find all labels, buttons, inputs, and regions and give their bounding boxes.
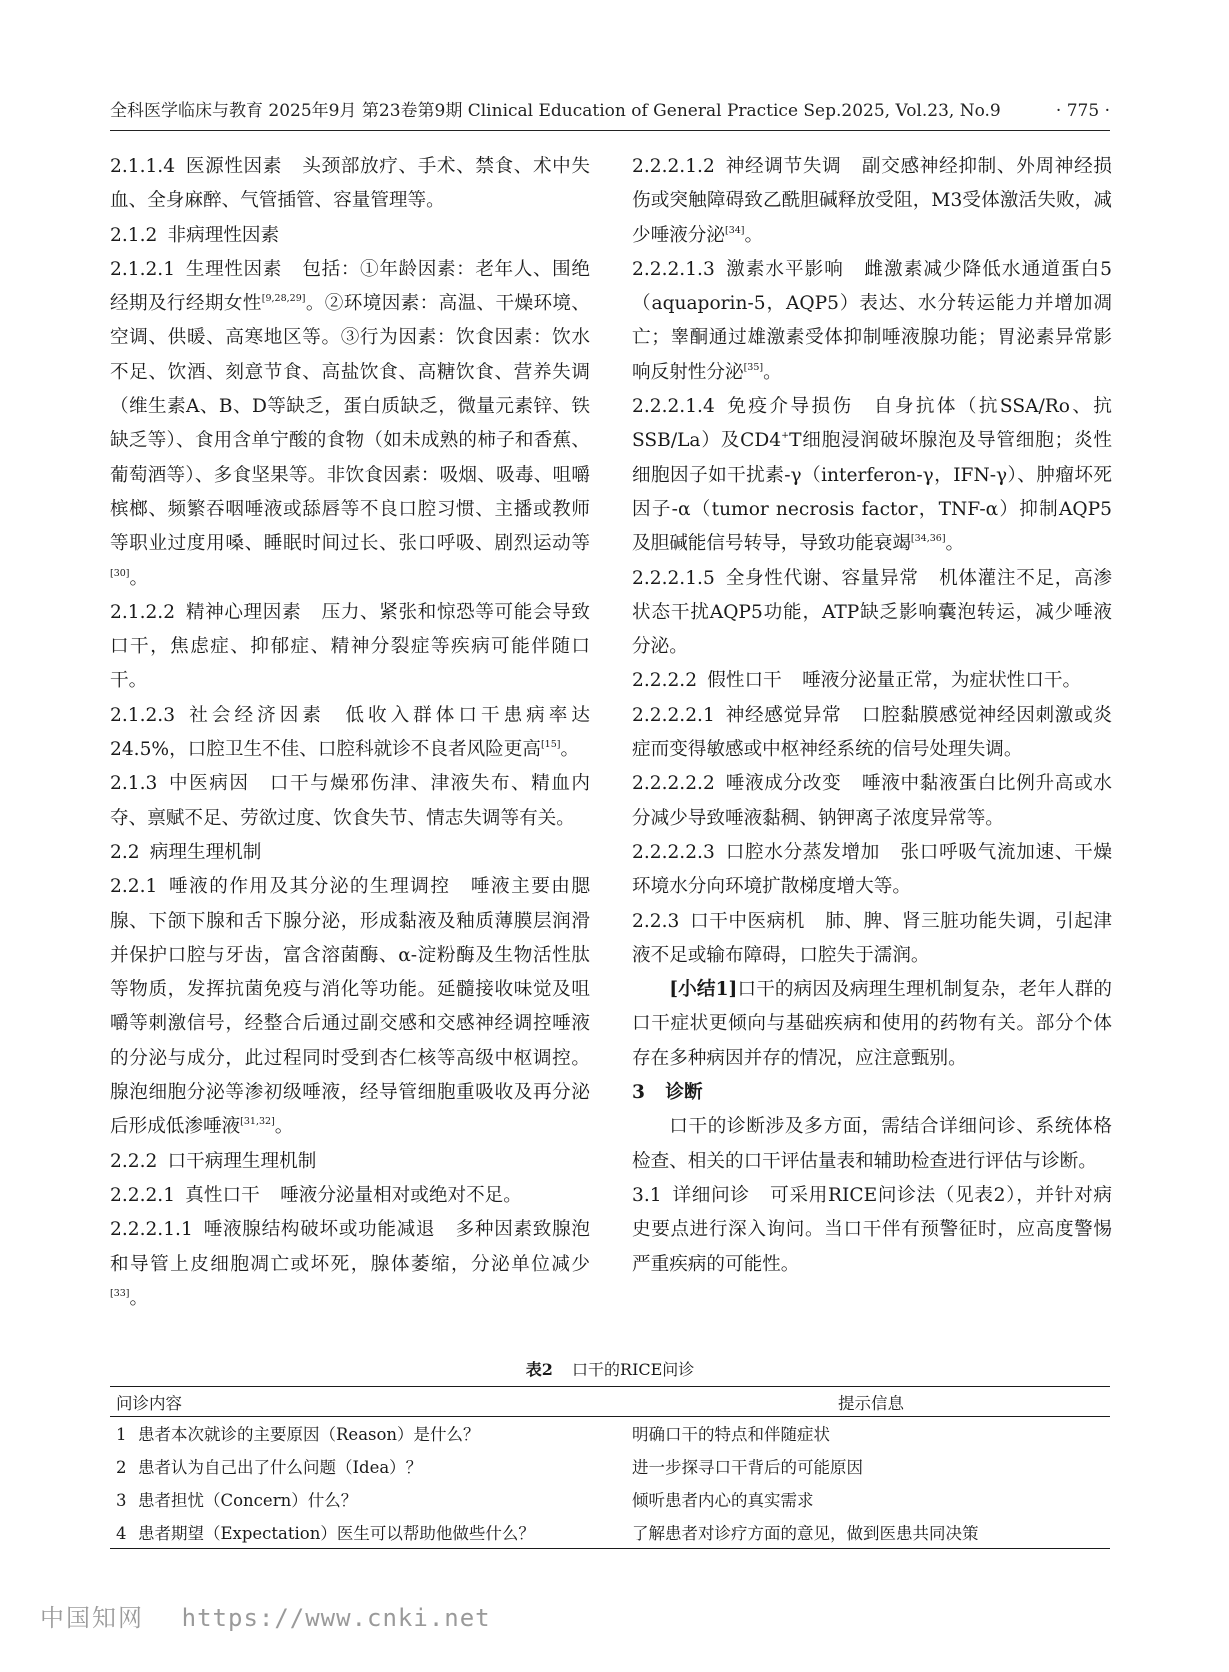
summary-paragraph [632, 973, 1112, 1076]
question-text: 患者本次就诊的主要原因（Reason）是什么？ [138, 1425, 480, 1445]
left-column [110, 150, 590, 1316]
section-title: 口干中医病机 [689, 910, 805, 932]
running-header [110, 96, 1110, 126]
header-rule [110, 130, 1110, 131]
table-row [110, 1417, 1110, 1450]
section-text: 唾液分泌量正常，为症状性口干。 [802, 670, 1082, 692]
section-title: 假性口干 [707, 670, 782, 692]
section-number: 2.2.2.1.2 [632, 156, 715, 177]
watermark [40, 1600, 491, 1636]
question-text: 患者认为自己出了什么问题（Idea）？ [138, 1458, 423, 1477]
section-2-2-2-1-2 [632, 150, 1112, 253]
table-row [110, 1450, 1110, 1483]
table-header-row [110, 1387, 1110, 1417]
section-title: 病理生理机制 [149, 841, 262, 863]
section-2-2-2-2 [632, 664, 1112, 698]
section-number: 3 [632, 1082, 645, 1104]
section-number: 2.2.2.2.1 [632, 704, 715, 726]
section-number: 2.2.2.2.2 [632, 773, 715, 795]
section-2-1-1-4 [110, 150, 590, 219]
section-2-1-2 [110, 219, 590, 253]
section-title: 真性口干 [185, 1184, 260, 1206]
section-title: 非病理性因素 [167, 224, 280, 246]
section-number: 3.1 [632, 1184, 662, 1206]
section-text: 。 [129, 1287, 149, 1309]
section-title: 社会经济因素 [185, 704, 325, 726]
hint-cell: 明确口干的特点和伴随症状 [632, 1425, 830, 1445]
section-number: 2.2.1 [110, 876, 158, 898]
section-number: 2.1.2.3 [110, 704, 176, 726]
section-2-2-2-1-4 [632, 390, 1112, 561]
section-title: 全身性代谢、容量异常 [725, 567, 919, 589]
section-text: 头颈部放疗、手术、禁食、术中失血、全身麻醉、气管插管、容量管理等。 [110, 156, 590, 212]
section-2-2-2-1-5 [632, 562, 1112, 665]
section-text: 多种因素致腺泡和导管上皮细胞凋亡或坏死，腺体萎缩，分泌单位减少 [110, 1219, 590, 1275]
section-number: 2.2.2.2.3 [632, 841, 715, 863]
citation: [34] [724, 224, 745, 236]
section-text: 包括：①年龄因素：老年人、围绝经期及行经期女性 [110, 258, 590, 315]
citation: [33] [110, 1287, 130, 1299]
section-text: 自身抗体（抗SSA/Ro、抗SSB/La）及CD4 [632, 396, 1112, 452]
section-title: 详细问诊 [671, 1184, 750, 1206]
table-row [110, 1516, 1110, 1549]
hint-cell: 进一步探寻口干背后的可能原因 [632, 1458, 863, 1477]
section-2-2-2 [110, 1145, 590, 1179]
section-text: 肺、脾、肾三脏功能失调，引起津液不足或输布障碍，口腔失于濡润。 [632, 910, 1112, 966]
row-index: 4 [116, 1523, 127, 1543]
row-index: 2 [116, 1458, 127, 1477]
section-title: 医源性因素 [185, 156, 282, 177]
section-2-2-2-2-3 [632, 836, 1112, 905]
section-number: 2.2.3 [632, 910, 680, 932]
citation: [9,28,29] [261, 293, 306, 305]
section-2-2-2-2-2 [632, 767, 1112, 836]
section-text: 。 [129, 567, 149, 589]
table-body [110, 1417, 1110, 1549]
question-cell [110, 1450, 632, 1483]
section-text: 副交感神经抑制、外周神经损伤或突触障碍致乙酰胆碱释放受阻，M3受体激活失败，减少唾液分泌 [632, 156, 1112, 246]
section-title: 中医病因 [167, 773, 250, 795]
question-cell [110, 1483, 632, 1516]
section-title: 生理性因素 [185, 258, 282, 280]
section-title: 唾液腺结构破坏或功能减退 [203, 1219, 436, 1241]
section-text: 唾液中黏液蛋白比例升高或水分减少导致唾液黏稠、钠钾离子浓度异常等。 [632, 773, 1112, 829]
citation: [35] [743, 361, 764, 373]
section-number: 2.2.2.1.4 [632, 396, 715, 418]
section-text: 。 [945, 533, 965, 555]
rice-table [110, 1386, 1110, 1549]
section-number: 2.2.2.1.5 [632, 567, 715, 589]
question-cell [110, 1516, 632, 1549]
section-text: 唾液分泌量相对或绝对不足。 [280, 1184, 522, 1206]
section-text: 雌激素减少降低水通道蛋白5（aquaporin-5，AQP5）表达、水分转运能力并增加凋亡；睾酮通过雄激素受体抑制唾液腺功能；胃泌素异常影响反射性分泌 [632, 258, 1112, 383]
section-2-2 [110, 836, 590, 870]
section-2-2-2-2-1 [632, 699, 1112, 768]
section-number: 2.1.2 [110, 224, 158, 246]
section-2-2-2-1 [110, 1179, 590, 1213]
section-number: 2.1.2.1 [110, 258, 176, 280]
section-text: 。②环境因素：高温、干燥环境、空调、供暖、高寒地区等。③行为因素：饮食因素：饮水不足、饮酒、刻意节食、高盐饮食、高糖饮食、营养失调（维生素A、B、D等缺乏，蛋白质缺乏，微量元素锌、铁缺乏等）、食用含单宁酸的食物（如未成熟的柿子和香蕉、葡萄酒等）、多食坚果等。非饮食因素：吸烟、吸毒、咀嚼槟榔、频繁吞咽唾液或舔唇等不良口腔习惯、主播或教师等职业过度用嗓、睡眠时间过长、张口呼吸、剧烈运动等 [110, 293, 590, 555]
table-row [110, 1483, 1110, 1516]
section-2-2-1 [110, 870, 590, 1144]
section-title: 诊断 [665, 1082, 703, 1104]
section-number: 2.2 [110, 841, 140, 863]
row-index: 1 [116, 1425, 127, 1445]
citation: [34,36] [910, 533, 946, 545]
section-text: 压力、紧张和惊恐等可能会导致口干，焦虑症、抑郁症、精神分裂症等疾病可能伴随口干。 [110, 601, 590, 692]
section-title: 口腔水分蒸发增加 [725, 841, 881, 863]
section-2-1-2-3 [110, 699, 590, 768]
section-3-heading [632, 1076, 1112, 1110]
section-2-2-3 [632, 905, 1112, 974]
section-text: 唾液主要由腮腺、下颌下腺和舌下腺分泌，形成黏液及釉质薄膜层润滑并保护口腔与牙齿，富含溶菌酶、α-淀粉酶及生物活性肽等物质，发挥抗菌免疫与消化等功能。延髓接收味觉及咀嚼等刺激信号，经整合后通过副交感和交感神经调控唾液的分泌与成分，此过程同时受到杏仁核等高级中枢调控。腺泡细胞分泌等渗初级唾液，经导管细胞重吸收及再分泌后形成低渗唾液 [110, 876, 590, 1138]
section-2-1-2-1 [110, 253, 590, 596]
summary-text: 口干的病因及病理生理机制复杂，老年人群的口干症状更倾向与基础疾病和使用的药物有关。部分个体存在多种病因并存的情况，应注意甄别。 [632, 979, 1112, 1069]
section-text: 。 [274, 1116, 294, 1138]
hint-cell: 了解患者对诊疗方面的意见，做到医患共同决策 [632, 1523, 979, 1543]
table-header [110, 1387, 1110, 1417]
section-text: 口干的诊断涉及多方面，需结合详细问诊、系统体格检查、相关的口干评估量表和辅助检查进行评估与诊断。 [632, 1116, 1112, 1172]
citation: [15] [540, 739, 561, 751]
citation: [30] [110, 567, 130, 579]
summary-label: [小结1] [669, 979, 738, 1001]
section-2-1-3 [110, 767, 590, 836]
section-3-1 [632, 1179, 1112, 1282]
column-header-hint: 提示信息 [838, 1393, 904, 1413]
section-title: 唾液的作用及其分泌的生理调控 [167, 876, 451, 898]
question-text: 患者担忧（Concern）什么？ [138, 1491, 358, 1510]
superscript: + [781, 430, 790, 442]
section-title: 激素水平影响 [725, 258, 844, 280]
section-text: 口腔黏膜感觉神经因刺激或炎症而变得敏感或中枢神经系统的信号处理失调。 [632, 704, 1112, 761]
section-2-2-2-1-3 [632, 253, 1112, 390]
row-index: 3 [116, 1491, 127, 1510]
section-title: 免疫介导损伤 [725, 396, 854, 418]
section-title: 神经感觉异常 [725, 704, 842, 726]
section-text: T细胞浸润破坏腺泡及导管细胞；炎性细胞因子如干扰素-γ（interferon-γ，IFN-γ）、肿瘤坏死因子-α（tumor necrosis factor，TNF-α）抑制AQP5及胆碱能信号转导，导致功能衰竭 [632, 430, 1112, 555]
section-text: 。 [560, 739, 580, 761]
table-title: 口干的RICE问诊 [572, 1360, 695, 1379]
section-number: 2.1.2.2 [110, 601, 176, 623]
page-number: · 775 · [1055, 101, 1110, 121]
section-title: 口干病理生理机制 [167, 1150, 317, 1172]
column-header-question: 问诊内容 [116, 1393, 182, 1413]
section-title: 唾液成分改变 [725, 773, 842, 795]
section-text: 机体灌注不足，高渗状态干扰AQP5功能，ATP缺乏影响囊泡转运，减少唾液分泌。 [632, 567, 1112, 658]
question-cell [110, 1417, 632, 1450]
table-caption [110, 1358, 1110, 1382]
right-column [632, 150, 1112, 1282]
section-text: 可采用RICE问诊法（见表2），并针对病史要点进行深入询问。当口干伴有预警征时，应高度警惕严重疾病的可能性。 [632, 1184, 1112, 1275]
section-number: 2.2.2.1 [110, 1184, 176, 1206]
section-text: 低收入群体口干患病率达24.5%，口腔卫生不佳、口腔科就诊不良者风险更高 [110, 704, 590, 761]
section-number: 2.1.1.4 [110, 156, 176, 177]
hint-cell: 倾听患者内心的真实需求 [632, 1491, 814, 1510]
section-2-1-2-2 [110, 596, 590, 699]
section-number: 2.2.2 [110, 1150, 158, 1172]
citation: [31,32] [240, 1116, 275, 1128]
section-text: 口干与燥邪伤津、津液失布、精血内夺、禀赋不足、劳欲过度、饮食失节、情志失调等有关。 [110, 773, 590, 829]
section-title: 神经调节失调 [725, 156, 842, 177]
section-number: 2.2.2.2 [632, 670, 698, 692]
section-text: 张口呼吸气流加速、干燥环境水分向环境扩散梯度增大等。 [632, 841, 1112, 898]
section-number: 2.2.2.1.1 [110, 1219, 193, 1241]
question-text: 患者期望（Expectation）医生可以帮助他做些什么？ [138, 1523, 535, 1543]
section-number: 2.2.2.1.3 [632, 258, 715, 280]
cnki-url[interactable]: https://www.cnki.net [181, 1604, 491, 1632]
section-text: 。 [763, 361, 782, 383]
table-number: 表2 [525, 1360, 553, 1379]
section-title: 精神心理因素 [185, 601, 302, 623]
journal-citation: 全科医学临床与教育 2025年9月 第23卷第9期 Clinical Education of General Practice Sep.2025, Vol.23, No.9 [110, 101, 1001, 121]
section-2-2-2-1-1 [110, 1213, 590, 1316]
section-number: 2.1.3 [110, 773, 158, 795]
section-text: 。 [744, 224, 764, 246]
section-3-intro [632, 1110, 1112, 1179]
cnki-logo: 中国知网 [40, 1604, 144, 1632]
